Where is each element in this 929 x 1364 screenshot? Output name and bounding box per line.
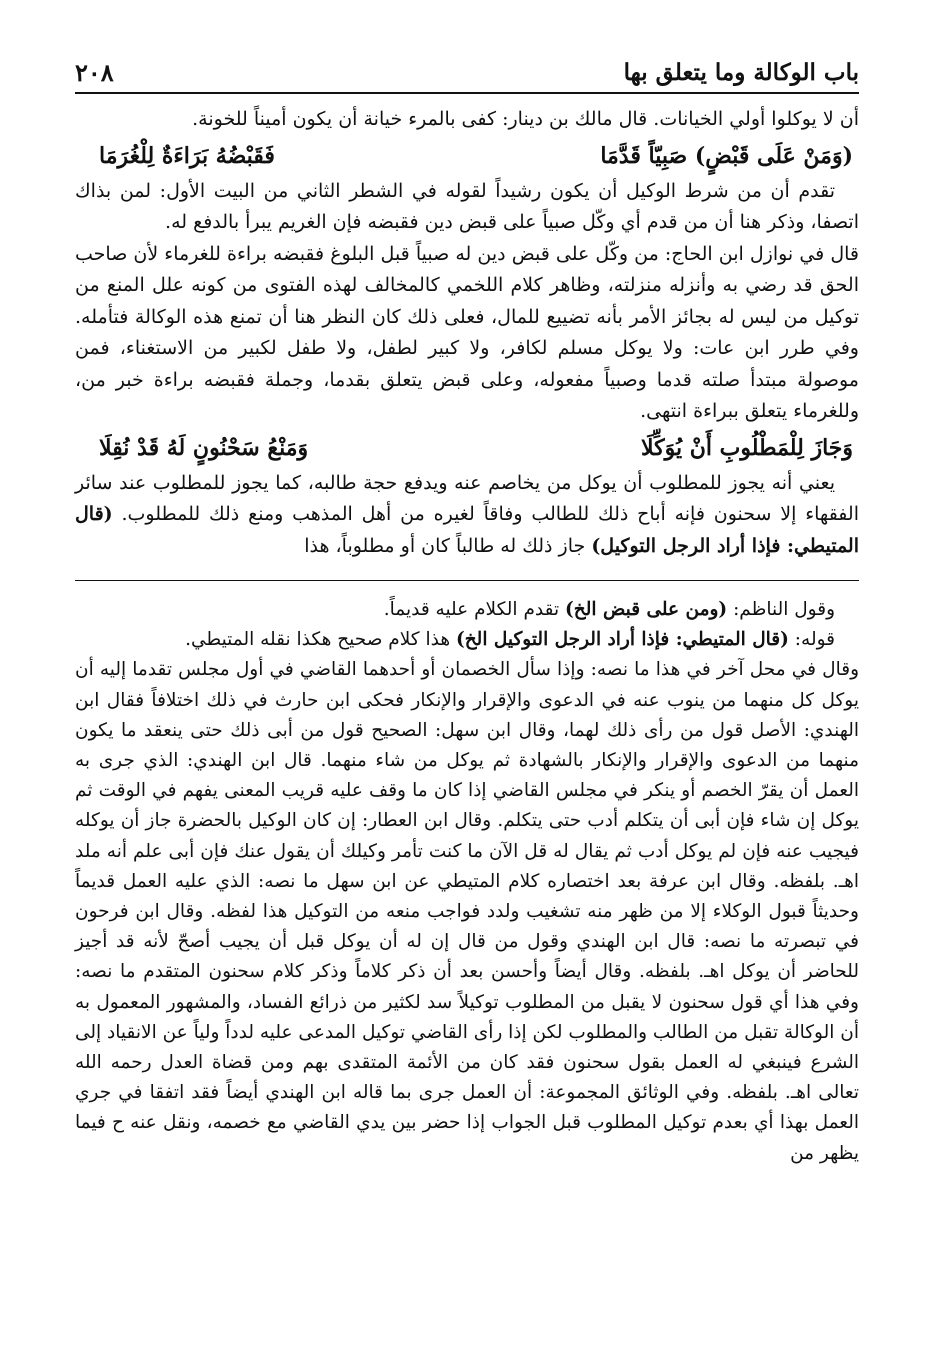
quoted-heading: (ومن على قبض الخ) bbox=[565, 599, 728, 620]
main-text bbox=[75, 104, 859, 562]
verse-hemistich-left: فَقَبْضُهُ بَرَاءَةٌ لِلْغُرَمَا bbox=[99, 142, 275, 169]
verse-line bbox=[75, 428, 859, 468]
commentary-paragraph bbox=[75, 625, 859, 655]
book-page bbox=[75, 52, 859, 1352]
main-paragraph bbox=[75, 468, 859, 563]
commentary-paragraph: وقال في محل آخر في هذا ما نصه: وإذا سأل الخصمان أو أحدهما القاضي في أول مجلس تقدما إليه أن يوكل كل منهما من ينوب عنه في الدعوى والإقرار والإنكار فحكى ابن حارث في ذلك اختلافاً فقال ابن الهندي: الأصل قول من رأى ذلك لهما، وقال ابن سهل: الصحيح قول من أبى ذلك حتى ينعقد ما يكون منهما من الدعوى والإقرار والإنكار بالشهادة ثم يوكل من شاء منهما. قال ابن الهندي: الذي جرى به العمل أن يقرّ الخصم أو ينكر في مجلس القاضي إذا كان ما وقف عليه قريب المعنى يفهم في الوقت ثم يوكل إن شاء فإن أبى أن يتكلم أدب حتى يتكلم. وقال ابن العطار: إن كان الوكيل بالحضرة جاز أن يوكله فيجيب عنه فإن لم يوكل أدب ثم يقال له قل الآن ما كنت تأمر وكيلك أن يقول عنك فإن أبى علم أنه ملد اهـ. بلفظه. وقال ابن عرفة بعد اختصاره كلام المتيطي عن ابن سهل ما نصه: الذي عليه العمل قديماً وحديثاً قبول الوكلاء إلا من ظهر منه تشغيب ولدد فواجب منعه من التوكيل هذا لفظه. وقال ابن فرحون في تبصرته ما نصه: قال ابن الهندي وقول من قال إن له أن يوكل قبل أن يجيب أصحّ لأنه قد أجيز للحاضر أن يوكل اهـ. بلفظه. وقال أيضاً وأحسن بعد أن ذكر كلاماً وذكر كلام سحنون المتقدم ما نصه: وفي هذا أي قول سحنون لا يقبل من المطلوب توكيلاً سد لكثير من ذرائع الفساد، والمشهور المعمول به أن الوكالة تقبل من الطالب والمطلوب لكن إذا رأى القاضي توكيل المدعى عليه لدداً ولياً عن الانقياد إلى الشرع فينبغي له العمل بقول سحنون فقد كان من الأئمة المتقدى بهم ومن قضاة العدل رحمه الله تعالى اهـ. بلفظه. وفي الوثائق المجموعة: أن العمل جرى بما قاله ابن الهندي أيضاً فقد اتفقا في جري العمل بهذا أي بعدم توكيل المطلوب قبل الجواب إذا حضر بين يدي القاضي مع خصمه، ونقل عنه ح فيما يظهر من bbox=[74, 659, 859, 1164]
commentary-paragraph bbox=[75, 595, 859, 625]
quoted-heading: (قال المتيطي: فإذا أراد الرجل التوكيل الخ) bbox=[455, 629, 789, 651]
footnote-divider bbox=[75, 580, 859, 581]
main-paragraph: تقدم أن من شرط الوكيل أن يكون رشيداً لقوله في الشطر الثاني من البيت الأول: لمن بذاك اتصفا، وذكر هنا أن من قدم أي وكّل صبياً على قبض دين فقبضه فإن الغريم يبرأ بالدفع له. bbox=[75, 179, 859, 233]
verse-hemistich-right: (وَمَنْ عَلَى قَبْضٍ) صَبِيّاً قَدَّمَا bbox=[600, 142, 853, 169]
commentary-section bbox=[75, 595, 859, 1169]
paragraph-text: جاز ذلك له طالباً كان أو مطلوباً، هذا bbox=[304, 534, 586, 557]
page-header bbox=[75, 52, 859, 94]
verse-line bbox=[75, 136, 859, 176]
verse-hemistich-right: وَجَازَ لِلْمَطْلُوبِ أَنْ يُوَكِّلَا bbox=[641, 434, 853, 461]
main-paragraph: قال في نوازل ابن الحاج: من وكّل على قبض دين له صبياً قبل البلوغ فقبضه براءة للغرماء لأن صاحب الحق قد رضي به وأنزله منزلته، وظاهر كلام اللخمي كالمخالف لهذه الفتوى من كونه علل المنع من توكيل من ليس له بجائز الأمر بأنه تضييع للمال، فعلى ذلك كان النظر هنا أن تمنع هذه الوكالة فتأمله. وفي طرر ابن عات: ولا يوكل مسلم لكافر، ولا كبير لطفل، ولا طفل لكبير من الاستغناء، فمن موصولة مبتدأ صلته قدما وصبياً مفعوله، وعلى قبض يتعلق بقدما، وجملة فقبضه براءة خبر من، وللغرماء يتعلق ببراءة انتهى. bbox=[75, 242, 859, 422]
verse-hemistich-left: وَمَنْعُ سَحْنُونٍ لَهُ قَدْ نُقِلَا bbox=[99, 434, 309, 461]
paragraph-text: تقدم الكلام عليه قديماً. bbox=[383, 599, 560, 620]
paragraph-text: يعني أنه يجوز للمطلوب أن يوكل من يخاصم عنه ويدفع حجة طالبه، كما يجوز للمطلوب عند سائر الفقهاء إلا سحنون فإنه أباح ذلك للطالب وفاقاً لغيره من أهل المذهب ومنع ذلك للمطلوب. bbox=[75, 471, 859, 525]
paragraph-text: وقول الناظم: bbox=[733, 599, 835, 620]
running-title: باب الوكالة وما يتعلق بها bbox=[623, 58, 859, 86]
paragraph-text: هذا كلام صحيح هكذا نقله المتيطي. bbox=[185, 629, 451, 651]
page-number: ٢٠٨ bbox=[75, 57, 114, 87]
main-paragraph: أن لا يوكلوا أولي الخيانات. قال مالك بن دينار: كفى بالمرء خيانة أن يكون أميناً للخونة. bbox=[192, 108, 859, 130]
paragraph-text: قوله: bbox=[794, 629, 835, 651]
quoted-heading: (قال المتيطي: فإذا أراد الرجل التوكيل) bbox=[75, 503, 859, 557]
